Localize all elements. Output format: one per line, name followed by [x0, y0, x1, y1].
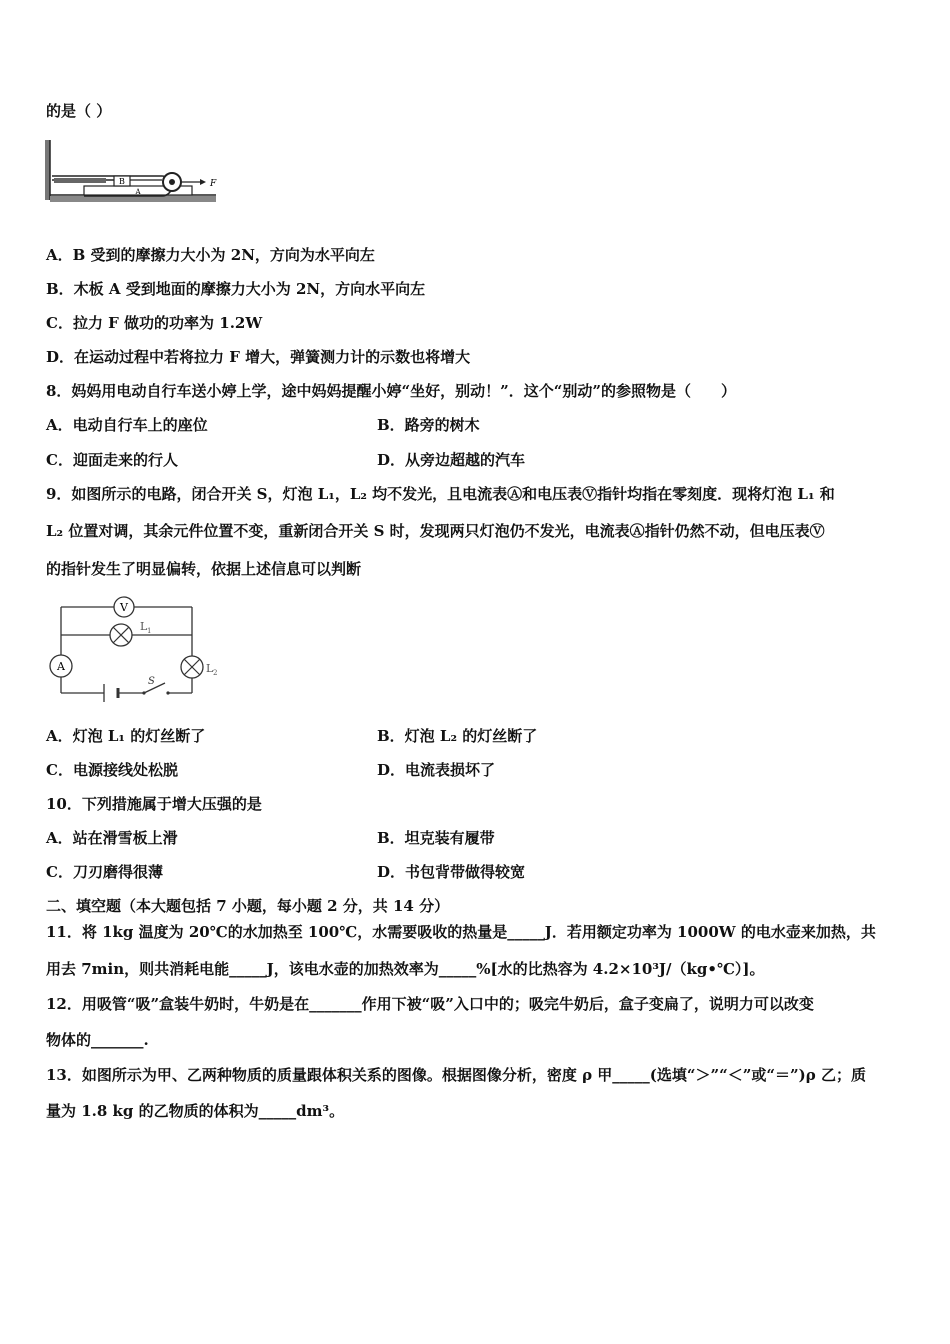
q8-option-b: B．路旁的树木: [377, 416, 480, 434]
q9-option-a: A．灯泡 L₁ 的灯丝断了: [46, 727, 206, 745]
q7-option-c: C．拉力 F 做功的功率为 1.2W: [46, 314, 263, 332]
q10-option-c: C．刀刃磨得很薄: [46, 863, 163, 881]
question-13-line1: 13．如图所示为甲、乙两种物质的质量跟体积关系的图像。根据图像分析，密度 ρ 甲_____(选填“＞”“＜”或“＝”)ρ 乙；质: [46, 1066, 866, 1084]
question-13-line2: 量为 1.8 kg 的乙物质的体积为_____dm³。: [46, 1102, 345, 1120]
label-B: B: [119, 177, 125, 186]
lamp-L1-label: L: [140, 620, 148, 633]
voltmeter-label: V: [120, 601, 128, 614]
q8-option-d: D．从旁边超越的汽车: [377, 451, 526, 469]
q10-option-a: A．站在滑雪板上滑: [46, 829, 178, 847]
question-11-line2: 用去 7min，则共消耗电能_____J，该电水壶的加热效率为_____%[水的比热容为 4.2×10³J/（kg•℃）]。: [46, 960, 765, 978]
spring-scale: [54, 178, 106, 183]
question-11-line1: 11．将 1kg 温度为 20℃的水加热至 100℃，水需要吸收的热量是_____J．若用额定功率为 1000W 的电水壶来加热，共: [46, 923, 876, 941]
question-8-stem: 8．妈妈用电动自行车送小婷上学，途中妈妈提醒小婷“坐好，别动！”．这个“别动”的参照物是（ ）: [46, 382, 736, 400]
question-9-stem-line2: L₂ 位置对调，其余元件位置不变，重新闭合开关 S 时，发现两只灯泡仍不发光，电流表Ⓐ指针仍然不动，但电压表Ⓥ: [46, 522, 825, 540]
q7-option-a: A．B 受到的摩擦力大小为 2N，方向为水平向左: [46, 246, 375, 264]
q7-option-d: D．在运动过程中若将拉力 F 增大，弹簧测力计的示数也将增大: [46, 348, 471, 366]
q9-option-b: B．灯泡 L₂ 的灯丝断了: [377, 727, 538, 745]
q10-option-b: B．坦克装有履带: [377, 829, 495, 847]
battery: [104, 684, 118, 702]
label-F: F: [210, 179, 217, 189]
q8-option-c: C．迎面走来的行人: [46, 451, 178, 469]
question-7-stem-tail: 的是（ ）: [46, 102, 112, 120]
switch-S: [142, 676, 169, 695]
label-A: A: [135, 188, 141, 196]
question-9-stem-line1: 9．如图所示的电路，闭合开关 S，灯泡 L₁，L₂ 均不发光，且电流表Ⓐ和电压表Ⓥ指针均指在零刻度．现将灯泡 L₁ 和: [46, 485, 835, 503]
lamp-L1-subscript: 1: [147, 627, 152, 635]
question-12-line2: 物体的_______.: [46, 1031, 149, 1049]
question-12-line1: 12．用吸管“吸”盒装牛奶时，牛奶是在_______作用下被“吸”入口中的；吸完牛奶后，盒子变扁了，说明力可以改变: [46, 995, 814, 1013]
circuit-diagram: [44, 595, 229, 705]
lamp-L2-label: L: [206, 662, 214, 675]
question-9-stem-line3: 的指针发生了明显偏转，依据上述信息可以判断: [46, 560, 362, 578]
lamp-L1: [110, 620, 151, 646]
lamp-L2-subscript: 2: [213, 669, 218, 677]
friction-apparatus-figure: [44, 138, 224, 206]
ammeter-label: A: [57, 660, 65, 673]
q7-option-b: B．木板 A 受到地面的摩擦力大小为 2N，方向水平向左: [46, 280, 426, 298]
section-2-title: 二、填空题（本大题包括 7 小题，每小题 2 分，共 14 分）: [46, 897, 450, 915]
q10-option-d: D．书包背带做得较宽: [377, 863, 526, 881]
switch-label: S: [148, 676, 155, 687]
q8-option-a: A．电动自行车上的座位: [46, 416, 208, 434]
question-10-stem: 10．下列措施属于增大压强的是: [46, 795, 262, 813]
voltmeter: [114, 597, 134, 617]
q9-option-c: C．电源接线处松脱: [46, 761, 178, 779]
lamp-L2: [181, 656, 217, 678]
q9-option-d: D．电流表损坏了: [377, 761, 496, 779]
ammeter: [50, 655, 72, 677]
